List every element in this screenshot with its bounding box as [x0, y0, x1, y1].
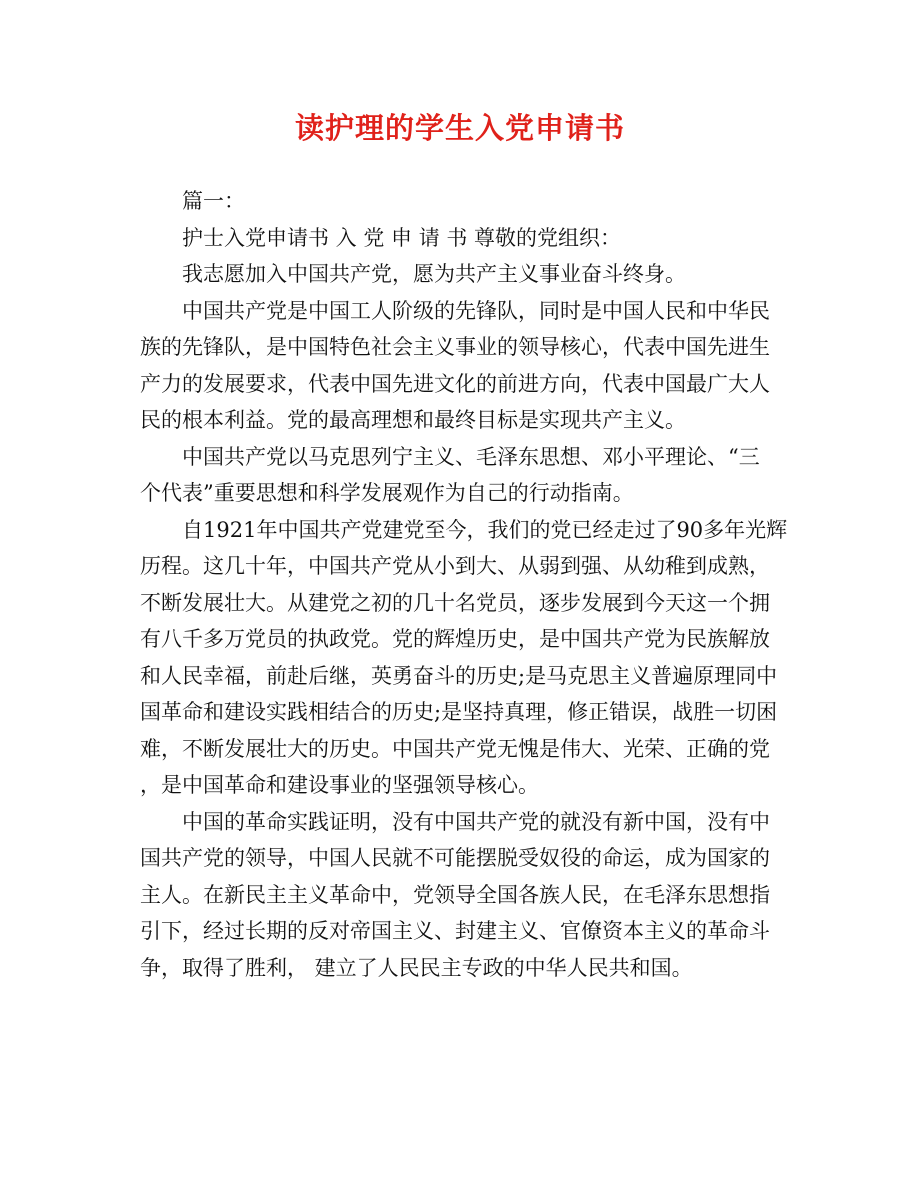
paragraph-line: 产力的发展要求，代表中国先进文化的前进方向，代表中国最广大人 — [140, 371, 770, 396]
paragraph-line: 篇一： — [182, 189, 245, 213]
paragraph-line: ，是中国革命和建设事业的坚强领导核心。 — [140, 773, 539, 797]
paragraph — [140, 220, 785, 257]
paragraph — [140, 256, 785, 293]
paragraph-line: 民的根本利益。党的最高理想和最终目标是实现共产主义。 — [140, 408, 686, 432]
paragraph-line: 主人。在新民主主义革命中，党领导全国各族人民，在毛泽东思想指 — [140, 882, 770, 907]
paragraph — [140, 439, 785, 512]
paragraph — [140, 293, 785, 439]
paragraph-line: 中国共产党是中国工人阶级的先锋队，同时是中国人民和中华民 — [182, 298, 770, 323]
paragraph-line: 个代表”重要思想和科学发展观作为自己的行动指南。 — [140, 481, 634, 505]
paragraph-line: 中国的革命实践证明，没有中国共产党的就没有新中国，没有中 — [182, 809, 770, 834]
document-title: 读护理的学生入党申请书 — [294, 111, 625, 145]
paragraph-line: 中国共产党以马克思列宁主义、毛泽东思想、邓小平理论、“三 — [182, 444, 760, 469]
paragraph-line: 历程。这几十年，中国共产党从小到大、从弱到强、从幼稚到成熟， — [140, 554, 770, 578]
paragraph — [140, 512, 788, 804]
paragraph-line: 引下，经过长期的反对帝国主义、封建主义、官僚资本主义的革命斗 — [140, 919, 770, 943]
paragraph — [140, 804, 785, 987]
paragraph-line: 护士入党申请书 入 党 申 请 书 尊敬的党组织： — [182, 225, 622, 250]
document-body — [140, 183, 788, 986]
paragraph-line: 族的先锋队，是中国特色社会主义事业的领导核心，代表中国先进生 — [140, 335, 770, 359]
paragraph-line: 国共产党的领导，中国人民就不可能摆脱受奴役的命运，成为国家的 — [140, 846, 770, 870]
paragraph-line: 自1921年中国共产党建党至今，我们的党已经走过了90多年光辉 — [182, 517, 788, 542]
paragraph-line: 不断发展壮大。从建党之初的几十名党员，逐步发展到今天这一个拥 — [140, 590, 770, 615]
paragraph-line: 和人民幸福，前赴后继，英勇奋斗的历史;是马克思主义普遍原理同中 — [140, 663, 778, 688]
paragraph-line: 争，取得了胜利， 建立了人民民主专政的中华人民共和国。 — [140, 955, 693, 980]
paragraph-line: 我志愿加入中国共产党，愿为共产主义事业奋斗终身。 — [182, 262, 686, 286]
paragraph-line: 有八千多万党员的执政党。党的辉煌历史，是中国共产党为民族解放 — [140, 627, 770, 651]
paragraph-line: 难，不断发展壮大的历史。中国共产党无愧是伟大、光荣、正确的党 — [140, 736, 770, 761]
paragraph-line: 国革命和建设实践相结合的历史;是坚持真理，修正错误，战胜一切困 — [140, 700, 778, 724]
paragraph — [140, 183, 785, 220]
